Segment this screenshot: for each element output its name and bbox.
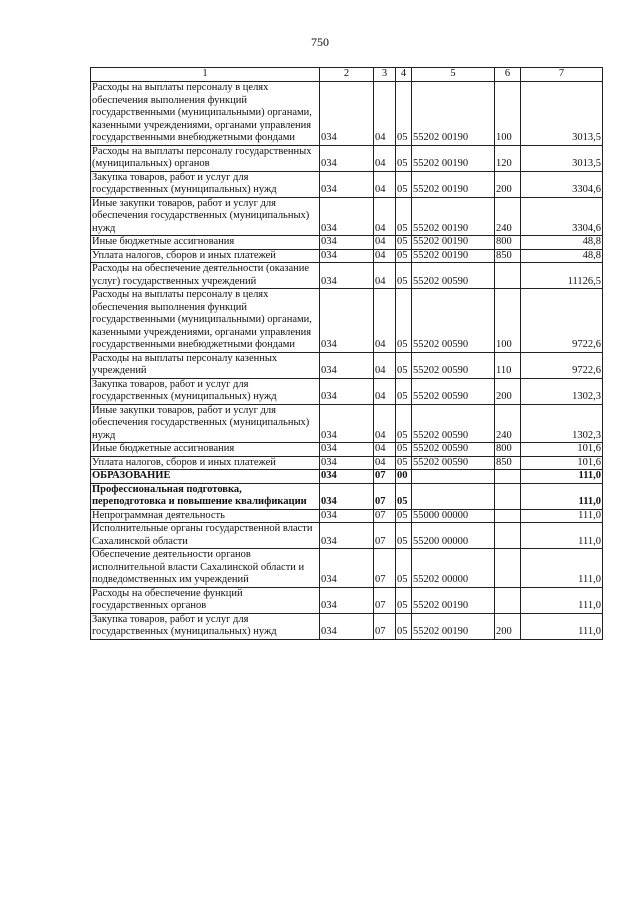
target-article-cell: 55202 00590 <box>412 378 495 404</box>
section-code-cell: 04 <box>374 249 396 263</box>
row-name-cell: Расходы на обеспечение деятельности (оказание услуг) государственных учреждений <box>91 263 320 289</box>
row-name-cell: Расходы на выплаты персоналу государственных (муниципальных) органов <box>91 145 320 171</box>
row-name-cell: Расходы на выплаты персоналу в целях обеспечения выполнения функций государственными (муниципальными) органами, казенными учреждениями, органами управления государственными внебюджетными фондами <box>91 82 320 146</box>
amount-cell: 111,0 <box>521 470 603 484</box>
section-code-cell: 07 <box>374 523 396 549</box>
target-article-cell: 55202 00590 <box>412 404 495 443</box>
header-cell: 1 <box>91 68 320 82</box>
amount-cell: 1302,3 <box>521 404 603 443</box>
row-name-cell: Уплата налогов, сборов и иных платежей <box>91 249 320 263</box>
expense-type-cell <box>495 523 521 549</box>
target-article-cell: 55202 00190 <box>412 171 495 197</box>
subsection-code-cell: 05 <box>396 549 412 588</box>
section-code-cell: 04 <box>374 443 396 457</box>
table-row <box>91 470 603 484</box>
table-header-row <box>91 68 603 82</box>
row-name-cell: Профессиональная подготовка, переподготовка и повышение квалификации <box>91 483 320 509</box>
row-name-cell: Закупка товаров, работ и услуг для государственных (муниципальных) нужд <box>91 378 320 404</box>
target-article-cell: 55202 00190 <box>412 197 495 236</box>
amount-cell: 111,0 <box>521 549 603 588</box>
section-code-cell: 07 <box>374 587 396 613</box>
table-row <box>91 456 603 470</box>
amount-cell: 101,6 <box>521 443 603 457</box>
budget-table <box>90 67 603 640</box>
row-name-cell: Иные закупки товаров, работ и услуг для обеспечения государственных (муниципальных) нужд <box>91 404 320 443</box>
ministry-code-cell: 034 <box>320 236 374 250</box>
subsection-code-cell: 05 <box>396 523 412 549</box>
expense-type-cell: 100 <box>495 289 521 353</box>
header-cell: 5 <box>412 68 495 82</box>
subsection-code-cell: 05 <box>396 613 412 639</box>
ministry-code-cell: 034 <box>320 249 374 263</box>
target-article-cell <box>412 470 495 484</box>
page-number: 750 <box>311 35 329 49</box>
expense-type-cell <box>495 263 521 289</box>
table-row <box>91 249 603 263</box>
target-article-cell: 55202 00190 <box>412 82 495 146</box>
amount-cell: 3304,6 <box>521 171 603 197</box>
ministry-code-cell: 034 <box>320 509 374 523</box>
subsection-code-cell: 00 <box>396 470 412 484</box>
table-row <box>91 82 603 146</box>
amount-cell: 9722,6 <box>521 289 603 353</box>
amount-cell: 48,8 <box>521 236 603 250</box>
subsection-code-cell: 05 <box>396 378 412 404</box>
section-code-cell: 04 <box>374 82 396 146</box>
expense-type-cell: 100 <box>495 82 521 146</box>
expense-type-cell <box>495 549 521 588</box>
row-name-cell: Расходы на обеспечение функций государственных органов <box>91 587 320 613</box>
section-code-cell: 04 <box>374 404 396 443</box>
target-article-cell: 55200 00000 <box>412 523 495 549</box>
row-name-cell: Уплата налогов, сборов и иных платежей <box>91 456 320 470</box>
table-row <box>91 145 603 171</box>
ministry-code-cell: 034 <box>320 483 374 509</box>
ministry-code-cell: 034 <box>320 82 374 146</box>
amount-cell: 3013,5 <box>521 82 603 146</box>
header-cell: 6 <box>495 68 521 82</box>
table-row <box>91 197 603 236</box>
amount-cell: 111,0 <box>521 509 603 523</box>
expense-type-cell: 120 <box>495 145 521 171</box>
row-name-cell: Закупка товаров, работ и услуг для государственных (муниципальных) нужд <box>91 613 320 639</box>
target-article-cell: 55202 00590 <box>412 263 495 289</box>
section-code-cell: 04 <box>374 289 396 353</box>
target-article-cell: 55202 00190 <box>412 236 495 250</box>
row-name-cell: Иные бюджетные ассигнования <box>91 236 320 250</box>
amount-cell: 111,0 <box>521 587 603 613</box>
section-code-cell: 04 <box>374 378 396 404</box>
row-name-cell: Обеспечение деятельности органов исполнительной власти Сахалинской области и подведомственных им учреждений <box>91 549 320 588</box>
ministry-code-cell: 034 <box>320 523 374 549</box>
section-code-cell: 07 <box>374 613 396 639</box>
row-name-cell: Расходы на выплаты персоналу казенных учреждений <box>91 352 320 378</box>
table-row <box>91 613 603 639</box>
header-cell: 3 <box>374 68 396 82</box>
amount-cell: 48,8 <box>521 249 603 263</box>
row-name-cell: Иные бюджетные ассигнования <box>91 443 320 457</box>
header-cell: 7 <box>521 68 603 82</box>
subsection-code-cell: 05 <box>396 145 412 171</box>
subsection-code-cell: 05 <box>396 352 412 378</box>
table-row <box>91 236 603 250</box>
ministry-code-cell: 034 <box>320 171 374 197</box>
target-article-cell: 55202 00000 <box>412 549 495 588</box>
subsection-code-cell: 05 <box>396 249 412 263</box>
subsection-code-cell: 05 <box>396 171 412 197</box>
section-code-cell: 04 <box>374 197 396 236</box>
ministry-code-cell: 034 <box>320 197 374 236</box>
amount-cell: 111,0 <box>521 613 603 639</box>
subsection-code-cell: 05 <box>396 587 412 613</box>
ministry-code-cell: 034 <box>320 470 374 484</box>
target-article-cell: 55202 00190 <box>412 613 495 639</box>
ministry-code-cell: 034 <box>320 289 374 353</box>
section-code-cell: 04 <box>374 352 396 378</box>
row-name-cell: Непрограммная деятельность <box>91 509 320 523</box>
subsection-code-cell: 05 <box>396 263 412 289</box>
section-code-cell: 04 <box>374 145 396 171</box>
ministry-code-cell: 034 <box>320 352 374 378</box>
row-name-cell: Иные закупки товаров, работ и услуг для обеспечения государственных (муниципальных) нужд <box>91 197 320 236</box>
expense-type-cell: 800 <box>495 443 521 457</box>
target-article-cell <box>412 483 495 509</box>
target-article-cell: 55202 00190 <box>412 145 495 171</box>
expense-type-cell <box>495 509 521 523</box>
header-cell: 4 <box>396 68 412 82</box>
subsection-code-cell: 05 <box>396 82 412 146</box>
target-article-cell: 55202 00590 <box>412 443 495 457</box>
table-row <box>91 549 603 588</box>
row-name-cell: ОБРАЗОВАНИЕ <box>91 470 320 484</box>
table-row <box>91 483 603 509</box>
amount-cell: 11126,5 <box>521 263 603 289</box>
table-row <box>91 509 603 523</box>
header-cell: 2 <box>320 68 374 82</box>
expense-type-cell: 240 <box>495 404 521 443</box>
target-article-cell: 55202 00590 <box>412 289 495 353</box>
amount-cell: 3304,6 <box>521 197 603 236</box>
row-name-cell: Расходы на выплаты персоналу в целях обеспечения выполнения функций государственными (муниципальными) органами, казенными учреждениями, органами управления государственными внебюджетными фондами <box>91 289 320 353</box>
expense-type-cell: 800 <box>495 236 521 250</box>
ministry-code-cell: 034 <box>320 587 374 613</box>
expense-type-cell: 110 <box>495 352 521 378</box>
ministry-code-cell: 034 <box>320 263 374 289</box>
amount-cell: 111,0 <box>521 523 603 549</box>
subsection-code-cell: 05 <box>396 404 412 443</box>
ministry-code-cell: 034 <box>320 613 374 639</box>
table-row <box>91 378 603 404</box>
target-article-cell: 55202 00590 <box>412 352 495 378</box>
amount-cell: 3013,5 <box>521 145 603 171</box>
table-row <box>91 443 603 457</box>
target-article-cell: 55202 00590 <box>412 456 495 470</box>
expense-type-cell: 240 <box>495 197 521 236</box>
ministry-code-cell: 034 <box>320 404 374 443</box>
ministry-code-cell: 034 <box>320 443 374 457</box>
row-name-cell: Исполнительные органы государственной власти Сахалинской области <box>91 523 320 549</box>
section-code-cell: 07 <box>374 509 396 523</box>
table-row <box>91 289 603 353</box>
table-row <box>91 404 603 443</box>
subsection-code-cell: 05 <box>396 483 412 509</box>
section-code-cell: 04 <box>374 263 396 289</box>
row-name-cell: Закупка товаров, работ и услуг для государственных (муниципальных) нужд <box>91 171 320 197</box>
subsection-code-cell: 05 <box>396 456 412 470</box>
amount-cell: 101,6 <box>521 456 603 470</box>
expense-type-cell <box>495 483 521 509</box>
section-code-cell: 07 <box>374 549 396 588</box>
section-code-cell: 04 <box>374 236 396 250</box>
ministry-code-cell: 034 <box>320 145 374 171</box>
expense-type-cell <box>495 587 521 613</box>
section-code-cell: 07 <box>374 470 396 484</box>
target-article-cell: 55000 00000 <box>412 509 495 523</box>
ministry-code-cell: 034 <box>320 549 374 588</box>
subsection-code-cell: 05 <box>396 289 412 353</box>
section-code-cell: 07 <box>374 483 396 509</box>
expense-type-cell <box>495 470 521 484</box>
expense-type-cell: 200 <box>495 171 521 197</box>
table-row <box>91 263 603 289</box>
amount-cell: 1302,3 <box>521 378 603 404</box>
subsection-code-cell: 05 <box>396 197 412 236</box>
table-row <box>91 171 603 197</box>
amount-cell: 111,0 <box>521 483 603 509</box>
ministry-code-cell: 034 <box>320 456 374 470</box>
subsection-code-cell: 05 <box>396 509 412 523</box>
table-row <box>91 352 603 378</box>
expense-type-cell: 200 <box>495 378 521 404</box>
expense-type-cell: 200 <box>495 613 521 639</box>
expense-type-cell: 850 <box>495 456 521 470</box>
amount-cell: 9722,6 <box>521 352 603 378</box>
expense-type-cell: 850 <box>495 249 521 263</box>
subsection-code-cell: 05 <box>396 236 412 250</box>
subsection-code-cell: 05 <box>396 443 412 457</box>
table-row <box>91 523 603 549</box>
target-article-cell: 55202 00190 <box>412 249 495 263</box>
section-code-cell: 04 <box>374 456 396 470</box>
target-article-cell: 55202 00190 <box>412 587 495 613</box>
section-code-cell: 04 <box>374 171 396 197</box>
table-row <box>91 587 603 613</box>
ministry-code-cell: 034 <box>320 378 374 404</box>
